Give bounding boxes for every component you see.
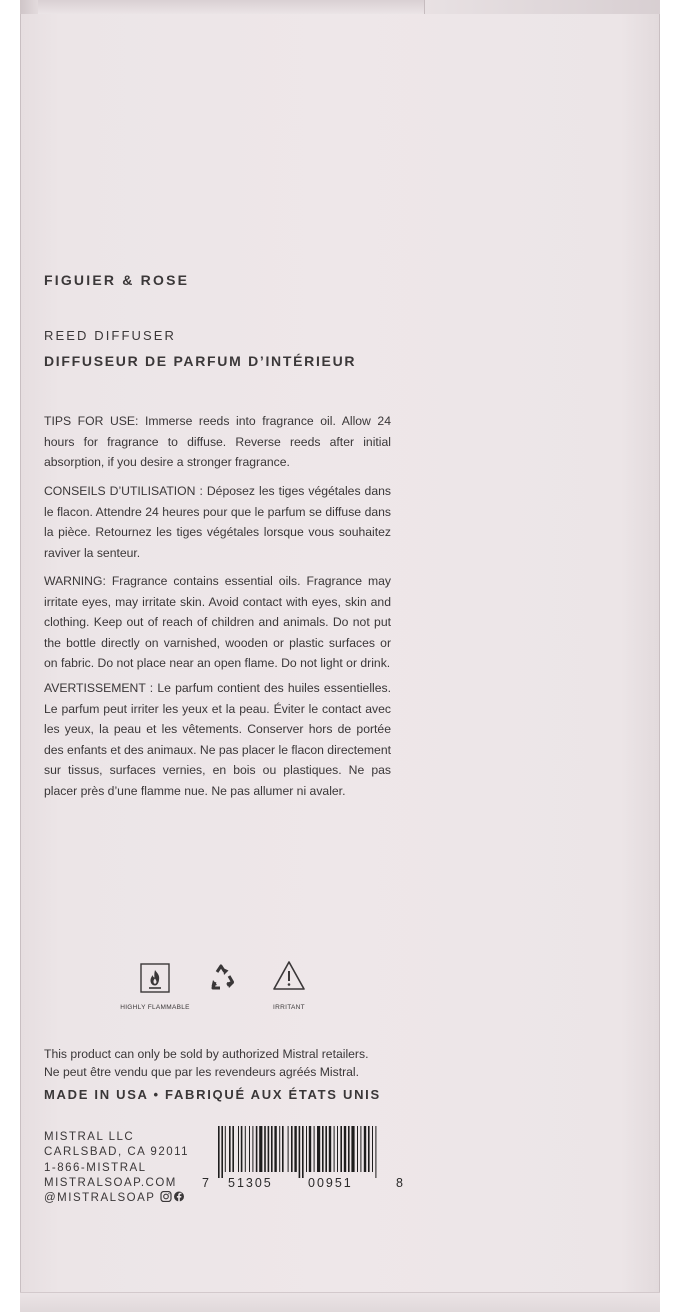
barcode-bar — [256, 1126, 258, 1172]
barcode-bar — [282, 1126, 284, 1172]
barcode-icon — [216, 1126, 406, 1178]
barcode-bar — [325, 1126, 327, 1172]
barcode-bar — [302, 1126, 304, 1178]
barcode-bar — [225, 1126, 226, 1172]
barcode-bar — [360, 1126, 361, 1172]
barcode-bar — [264, 1126, 266, 1172]
barcode-bar — [357, 1126, 358, 1172]
warning-en: WARNING: Fragrance contains essential oils. Fragrance may irritate eyes, may irritate skin. Avoid contact with eyes, skin and clothing. Keep out of reach of children and animals. Do not put the bottle directly on varnished, wooden or plastic surfaces or on fabric. Do not place near an open flame. Do not light or drink. — [44, 574, 391, 670]
barcode-bar — [271, 1126, 273, 1172]
barcode-bar — [372, 1126, 373, 1172]
company-social-handle: @MISTRALSOAP — [44, 1192, 156, 1205]
barcode-bar — [221, 1126, 223, 1178]
box-bottom-flap — [20, 1292, 660, 1312]
barcode-bar — [368, 1126, 370, 1172]
recycle-icon — [205, 961, 239, 1000]
barcode-bar — [334, 1126, 335, 1172]
product-type-fr: DIFFUSEUR DE PARFUM D’INTÉRIEUR — [44, 353, 357, 369]
product-name: FIGUIER & ROSE — [44, 272, 190, 288]
barcode-bar — [238, 1126, 239, 1172]
barcode-group-right: 00951 — [308, 1176, 353, 1190]
barcode-bar — [344, 1126, 346, 1172]
barcode-bar — [288, 1126, 289, 1172]
notice-fr: Ne peut être vendu que par les revendeurs agréés Mistral. — [44, 1065, 360, 1079]
barcode-digit-first: 7 — [202, 1176, 211, 1190]
barcode-bar — [306, 1126, 307, 1172]
barcode-bar — [364, 1126, 366, 1172]
company-name: MISTRAL LLC — [44, 1131, 135, 1143]
barcode-bar — [229, 1126, 231, 1172]
barcode-bar — [259, 1126, 262, 1172]
warning-triangle-icon — [271, 959, 307, 998]
barcode-bar — [351, 1126, 354, 1172]
company-city: CARLSBAD, CA 92011 — [44, 1146, 190, 1159]
barcode-bar — [329, 1126, 331, 1172]
flammable-label: HIGHLY FLAMMABLE — [120, 1004, 190, 1011]
barcode-bar — [274, 1126, 276, 1172]
barcode-bar — [291, 1126, 293, 1172]
barcode-bar — [249, 1126, 250, 1172]
instagram-facebook-icon — [160, 1191, 186, 1202]
barcode-group-left: 51305 — [228, 1176, 273, 1190]
company-social — [44, 1191, 189, 1206]
barcode-bar — [337, 1126, 338, 1172]
flammable-icon — [138, 961, 172, 1000]
product-type-en: REED DIFFUSER — [44, 328, 177, 343]
barcode-bar — [375, 1126, 376, 1178]
company-phone: 1-866-MISTRAL — [44, 1161, 147, 1174]
barcode-bar — [245, 1126, 246, 1172]
barcode-bar — [232, 1126, 234, 1172]
tips-fr: CONSEILS D’UTILISATION : Déposez les tiges végétales dans le flacon. Attendre 24 heures pour que le parfum se diffuse dans la pièce. Retournez les tiges végétales lorsque vous souhaitez raviver la senteur. — [44, 484, 391, 560]
origin-statement: MADE IN USA • FABRIQUÉ AUX ÉTATS UNIS — [44, 1087, 381, 1102]
barcode-bar — [314, 1126, 315, 1172]
barcode-bar — [299, 1126, 301, 1178]
irritant-label: IRRITANT — [273, 1004, 305, 1011]
company-web: MISTRALSOAP.COM — [44, 1176, 177, 1189]
barcode-bar — [348, 1126, 350, 1172]
barcode-bar — [309, 1126, 311, 1172]
barcode-bar — [268, 1126, 270, 1172]
barcode-digit-last: 8 — [396, 1176, 405, 1190]
barcode-bar — [294, 1126, 296, 1172]
barcode-bar — [241, 1126, 243, 1172]
box-top-flap — [20, 0, 660, 14]
tips-en: TIPS FOR USE: Immerse reeds into fragrance oil. Allow 24 hours for fragrance to diffuse. Reverse reeds after initial absorption, if you desire a stronger fragrance. — [44, 414, 391, 469]
company-address — [44, 1130, 189, 1206]
barcode-bar — [279, 1126, 280, 1172]
notice-en: This product can only be sold by authorized Mistral retailers. — [44, 1047, 369, 1061]
warning-fr: AVERTISSEMENT : Le parfum contient des huiles essentielles. Le parfum peut irriter les yeux et la peau. Éviter le contact avec les yeux, la peau et les vêtements. Conserver hors de portée des enfants et des animaux. Ne pas placer le flacon directement sur tissus, surfaces vernies, en bois ou plastiques. Ne pas placer près d’une flamme nue. Ne pas allumer ni avaler. — [44, 681, 391, 798]
barcode-bar — [317, 1126, 320, 1172]
barcode-bar — [218, 1126, 220, 1178]
barcode-bar — [252, 1126, 253, 1172]
barcode-bar — [322, 1126, 324, 1172]
barcode-bar — [340, 1126, 342, 1172]
